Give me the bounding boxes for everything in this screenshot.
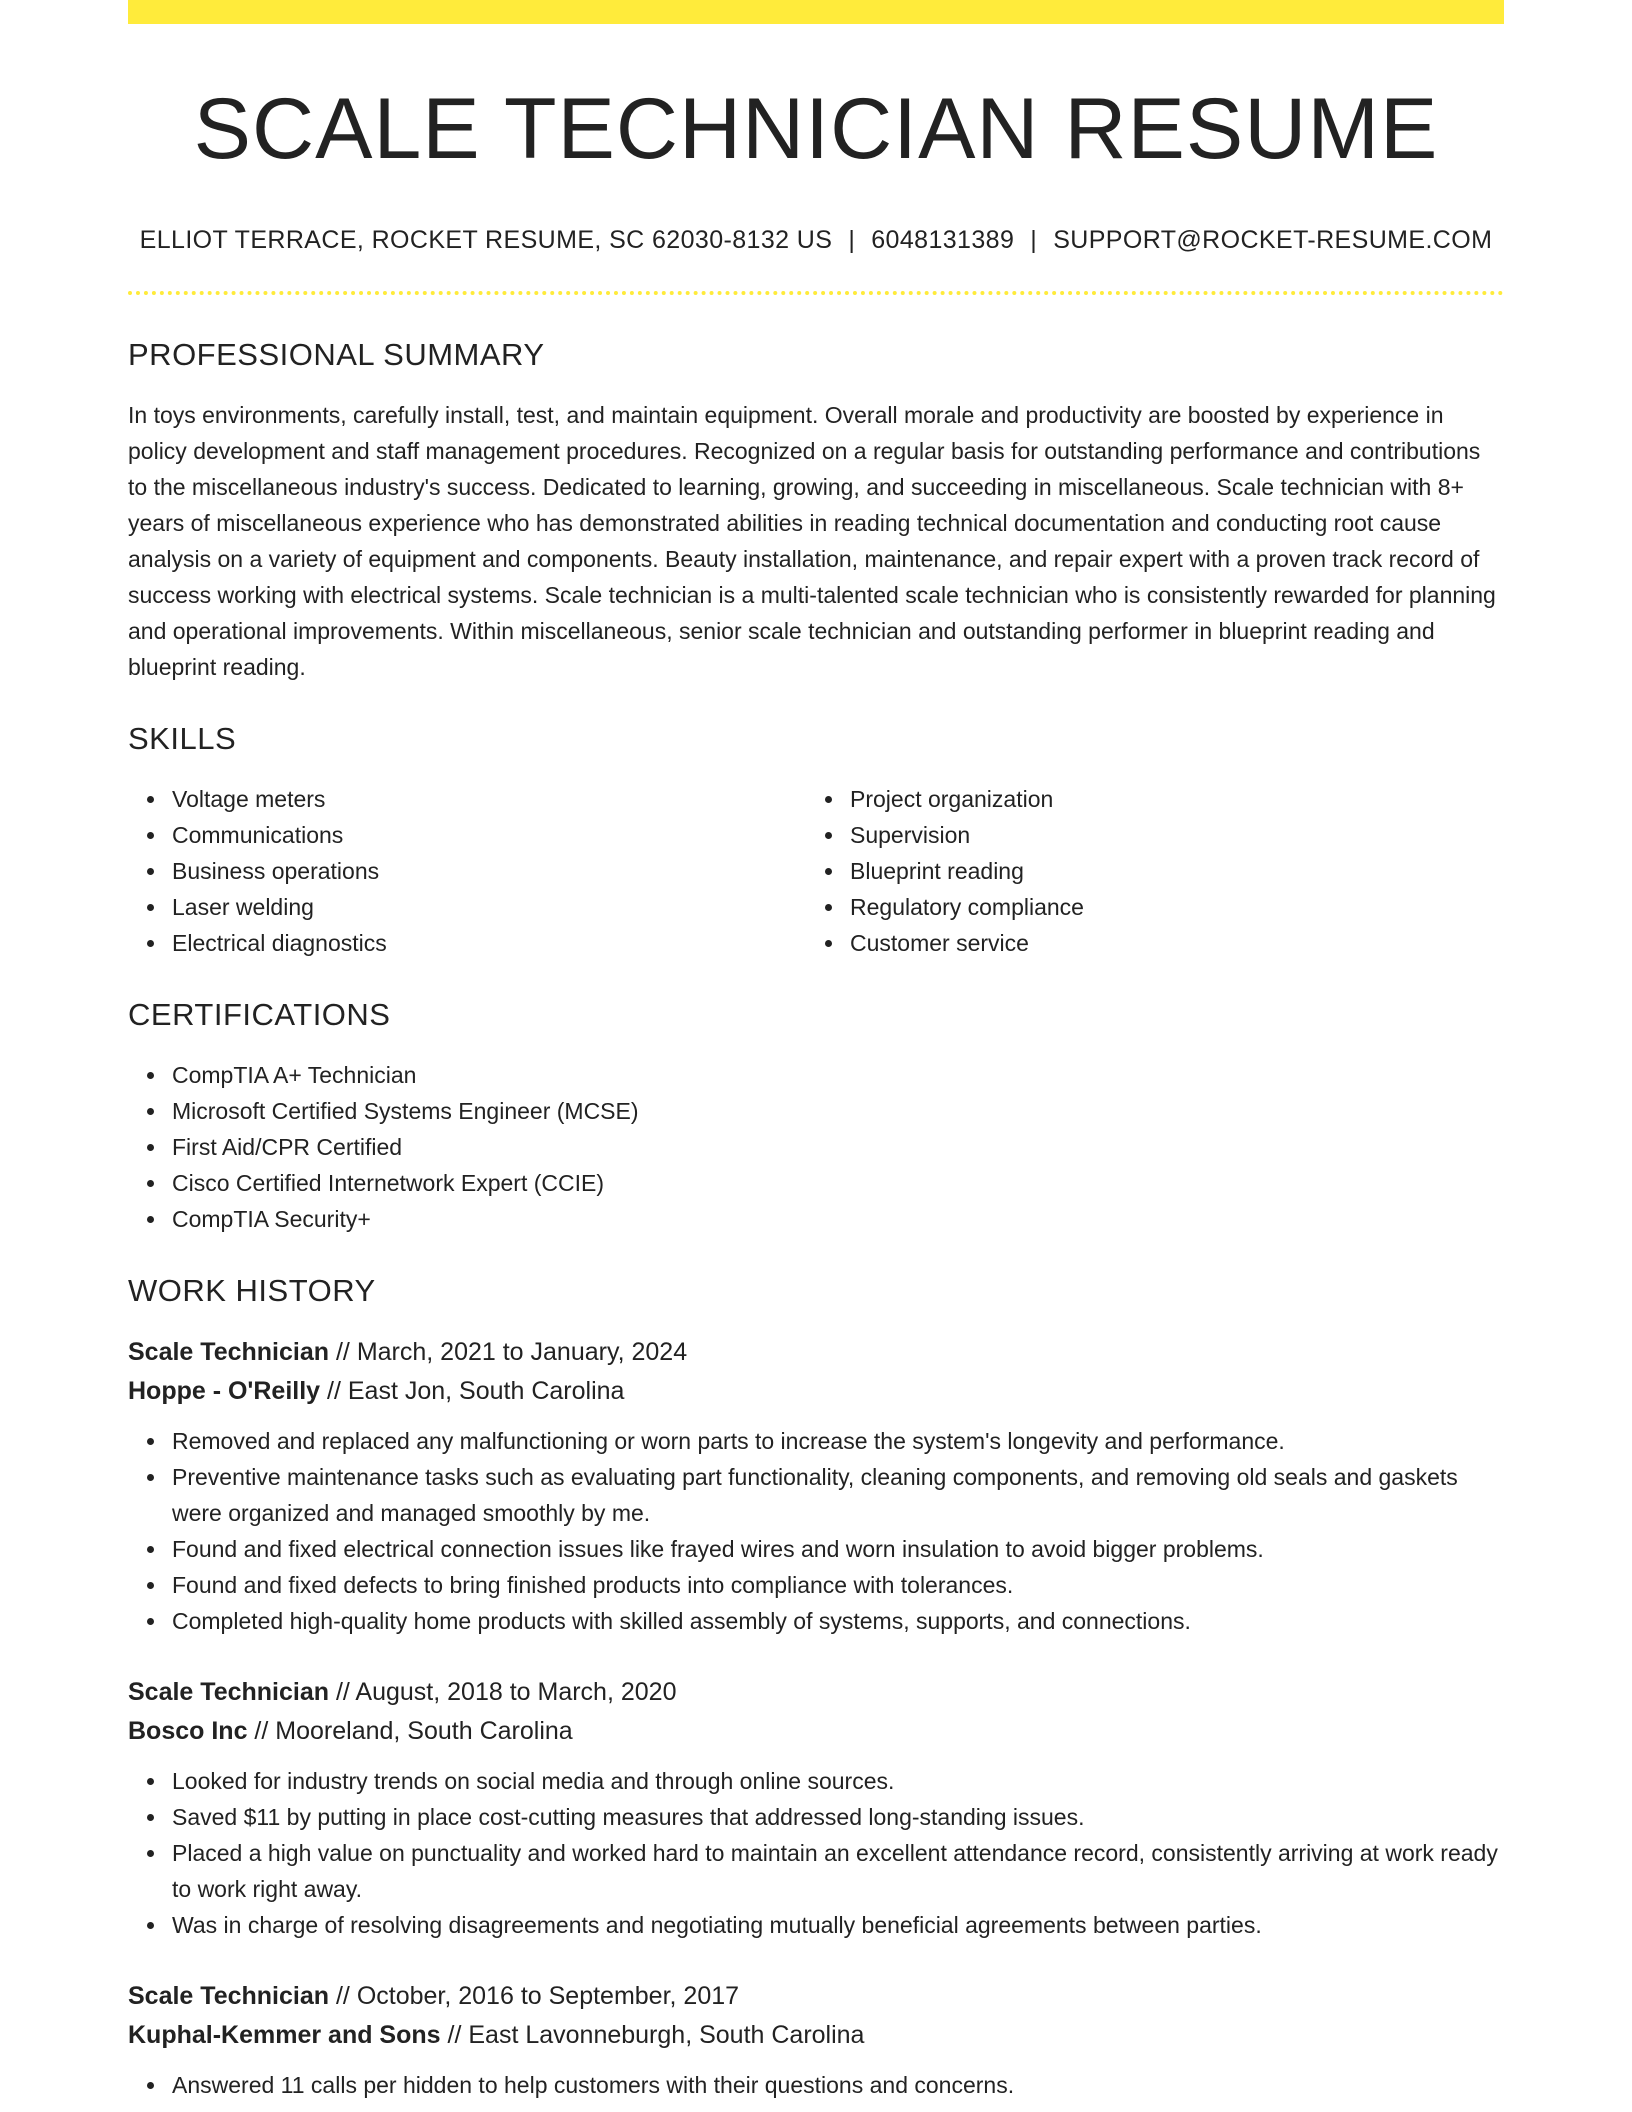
skill-item: Voltage meters (172, 781, 806, 817)
job-dates: August, 2018 to March, 2020 (355, 1677, 677, 1706)
job-company-line (128, 2016, 1504, 2055)
job-duty: Found and fixed electrical connection issues like frayed wires and worn insulation to avoid bigger problems. (172, 1531, 1504, 1567)
job-location: East Lavonneburgh, South Carolina (468, 2020, 865, 2049)
job-separator: // (329, 1337, 357, 1366)
job-duty: Preventive maintenance tasks such as evaluating part functionality, cleaning components, and removing old seals and gaskets were organized and managed smoothly by me. (172, 1459, 1504, 1531)
skill-item: Customer service (850, 925, 1484, 961)
skill-item: Blueprint reading (850, 853, 1484, 889)
skills-column-right (806, 781, 1484, 961)
job-location: Mooreland, South Carolina (275, 1716, 573, 1745)
job-duties-list (128, 2067, 1504, 2103)
job-duty: Placed a high value on punctuality and worked hard to maintain an excellent attendance record, consistently arriving at work ready to work right away. (172, 1835, 1504, 1907)
skills-list-right (806, 781, 1484, 961)
contact-email: SUPPORT@ROCKET-RESUME.COM (1053, 225, 1493, 254)
summary-text: In toys environments, carefully install, test, and maintain equipment. Overall morale and productivity are boosted by experience in policy development and staff management procedures. Recognized on a regular basis for outstanding performance and contributions to the miscellaneous industry's success. Dedicated to learning, growing, and succeeding in miscellaneous. Scale technician with 8+ years of miscellaneous experience who has demonstrated abilities in reading technical documentation and conducting root cause analysis on a variety of equipment and components. Beauty installation, maintenance, and repair expert with a proven track record of success working with electrical systems. Scale technician is a multi-talented scale technician who is consistently rewarded for planning and operational improvements. Within miscellaneous, senior scale technician and outstanding performer in blueprint reading and blueprint reading. (128, 401, 1496, 680)
skill-item: Communications (172, 817, 806, 853)
skills-column-left (128, 781, 806, 961)
job-company: Hoppe - O'Reilly (128, 1376, 321, 1405)
job-separator: // (329, 1677, 356, 1706)
job-role: Scale Technician (128, 1981, 330, 2010)
job-company: Kuphal-Kemmer and Sons (128, 2020, 441, 2049)
job-role: Scale Technician (128, 1337, 330, 1366)
job-role-line (128, 1977, 1504, 2016)
certifications-list (128, 1057, 1504, 1237)
job-separator: // (247, 1716, 276, 1745)
skills-heading: SKILLS (128, 720, 237, 756)
summary-section (128, 337, 1504, 685)
job-location: East Jon, South Carolina (347, 1376, 625, 1405)
job-duty: Was in charge of resolving disagreements and negotiating mutually beneficial agreements between parties. (172, 1907, 1504, 1943)
skills-grid (128, 781, 1504, 961)
job-entry (128, 1673, 1504, 1943)
job-duty: Answered 11 calls per hidden to help customers with their questions and concerns. (172, 2067, 1504, 2103)
skill-item: Project organization (850, 781, 1484, 817)
job-company-line (128, 1372, 1504, 1411)
job-role: Scale Technician (128, 1677, 330, 1706)
contact-phone: 6048131389 (871, 225, 1015, 254)
job-duty: Saved $11 by putting in place cost-cutting measures that addressed long-standing issues. (172, 1799, 1504, 1835)
contact-info (128, 225, 1504, 255)
job-company-line (128, 1712, 1504, 1751)
certification-item: Microsoft Certified Systems Engineer (MCSE) (172, 1093, 1504, 1129)
summary-heading: PROFESSIONAL SUMMARY (128, 336, 545, 372)
job-dates: March, 2021 to January, 2024 (356, 1337, 688, 1366)
skill-item: Laser welding (172, 889, 806, 925)
skill-item: Regulatory compliance (850, 889, 1484, 925)
job-duty: Found and fixed defects to bring finished products into compliance with tolerances. (172, 1567, 1504, 1603)
certification-item: CompTIA A+ Technician (172, 1057, 1504, 1093)
certification-item: First Aid/CPR Certified (172, 1129, 1504, 1165)
certification-item: Cisco Certified Internetwork Expert (CCIE) (172, 1165, 1504, 1201)
skill-item: Electrical diagnostics (172, 925, 806, 961)
job-duties-list (128, 1423, 1504, 1639)
job-dates: October, 2016 to September, 2017 (356, 1981, 740, 2010)
job-duties-list (128, 1763, 1504, 1943)
skills-section (128, 721, 1504, 961)
top-accent-bar (128, 0, 1504, 24)
job-company: Bosco Inc (128, 1716, 248, 1745)
contact-separator: | (848, 225, 856, 254)
job-separator: // (329, 1981, 357, 2010)
skill-item: Supervision (850, 817, 1484, 853)
certification-item: CompTIA Security+ (172, 1201, 1504, 1237)
job-duty: Looked for industry trends on social media and through online sources. (172, 1763, 1504, 1799)
work-history-heading: WORK HISTORY (128, 1272, 376, 1308)
job-role-line (128, 1333, 1504, 1372)
resume-page (128, 0, 1504, 2103)
job-duty: Completed high-quality home products with skilled assembly of systems, supports, and connections. (172, 1603, 1504, 1639)
contact-separator: | (1030, 225, 1038, 254)
skills-list-left (128, 781, 806, 961)
certifications-section (128, 997, 1504, 1237)
work-history-section (128, 1273, 1504, 2103)
contact-address: ELLIOT TERRACE, ROCKET RESUME, SC 62030-8132 US (139, 225, 833, 254)
header-divider (128, 291, 1504, 295)
skill-item: Business operations (172, 853, 806, 889)
certifications-heading: CERTIFICATIONS (128, 996, 391, 1032)
resume-title: SCALE TECHNICIAN RESUME (193, 81, 1439, 177)
job-role-line (128, 1673, 1504, 1712)
job-entry (128, 1333, 1504, 1639)
job-duty: Removed and replaced any malfunctioning or worn parts to increase the system's longevity and performance. (172, 1423, 1504, 1459)
job-separator: // (440, 2020, 469, 2049)
job-entry (128, 1977, 1504, 2103)
job-separator: // (320, 1376, 348, 1405)
